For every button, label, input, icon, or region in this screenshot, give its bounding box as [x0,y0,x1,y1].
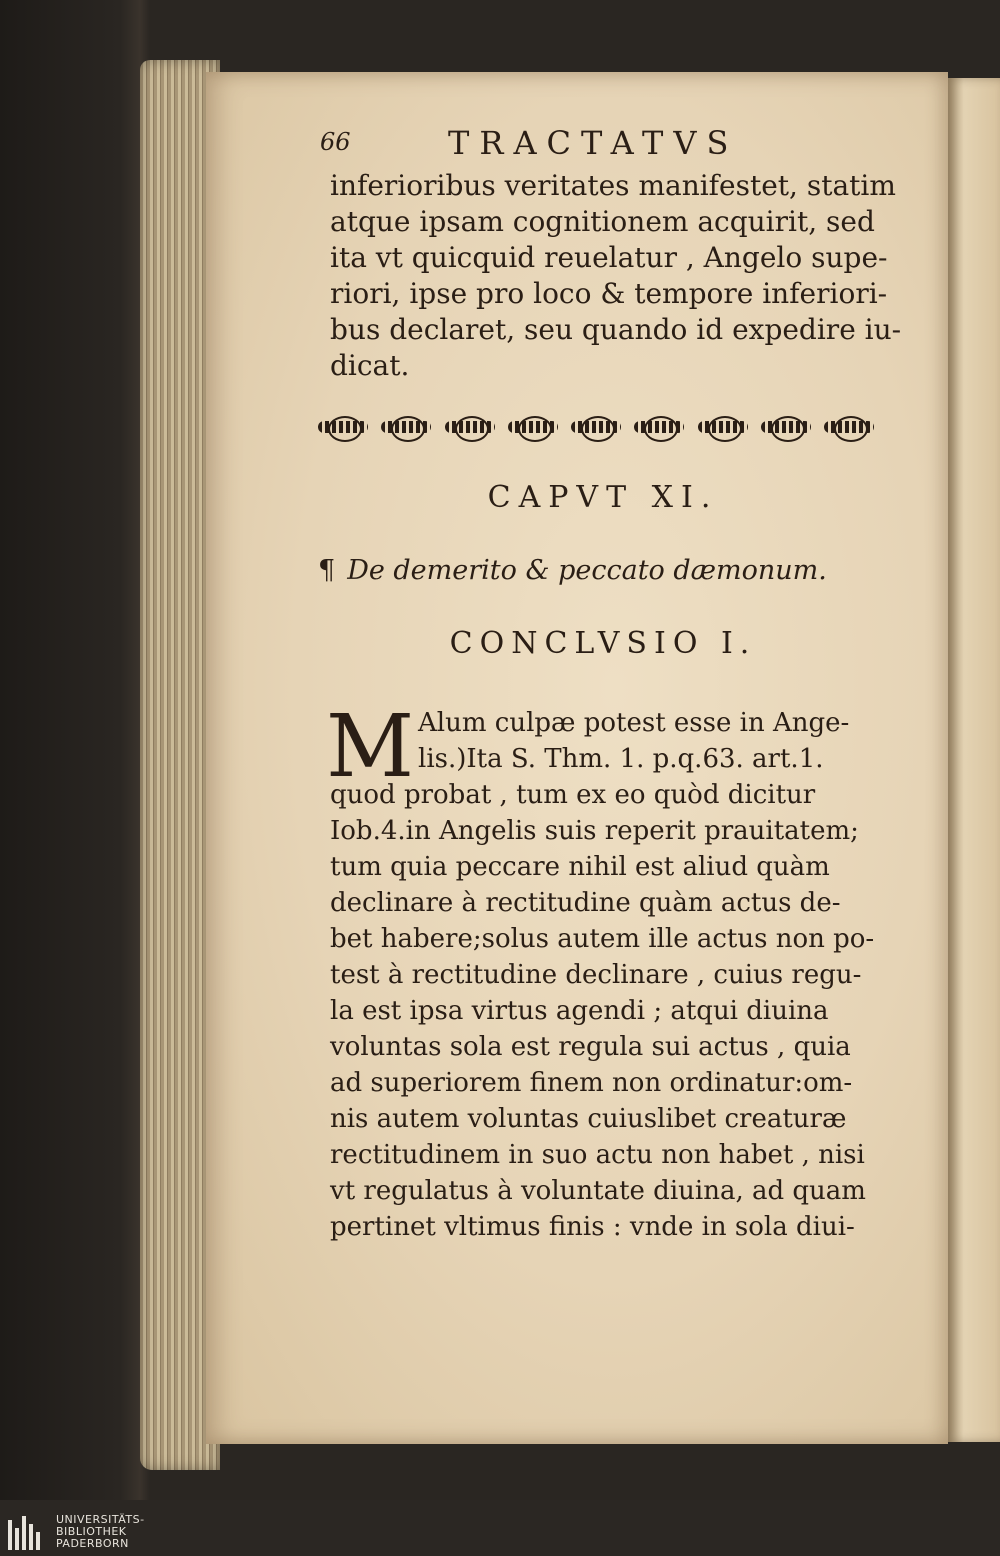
text-line: vt regulatus à voluntate diuina, ad quam [330,1176,866,1206]
text-line: declinare à rectitudine quàm actus de- [330,888,841,918]
text-line: inferioribus veritates manifestet, statim [330,169,896,202]
ornament-icon [445,416,495,438]
library-logo-text [56,1514,145,1550]
text-line: pertinet vltimus finis : vnde in sola diui- [330,1212,855,1242]
library-logo [6,1512,145,1552]
text-line: bus declaret, seu quando id expedire iu- [330,313,902,346]
text-line: atque ipsam cognitionem acquirit, sed [330,205,875,238]
text-line: Alum culpæ potest esse in Ange- [418,708,850,738]
running-head [320,124,880,168]
text-line: nis autem voluntas cuiuslibet creaturæ [330,1104,847,1134]
drop-cap: M [326,697,415,797]
ornament-icon [634,416,684,438]
pilcrow-mark: ¶ [318,555,336,586]
text-line: la est ipsa virtus agendi ; atqui diuina [330,996,829,1026]
text-line: tum quia peccare nihil est aliud quàm [330,852,830,882]
ornament-icon [824,416,874,438]
chapter-subtitle [318,555,878,586]
text-line: lis.)Ita S. Thm. 1. p.q.63. art.1. [418,744,824,774]
text-line: test à rectitudine declinare , cuius regu- [330,960,862,990]
ornament-icon [571,416,621,438]
ornamental-divider [318,410,874,444]
text-line: ita vt quicquid reuelatur , Angelo supe- [330,241,888,274]
ornament-icon [761,416,811,438]
text-line: bet habere;solus autem ille actus non po- [330,924,875,954]
subtitle-text: De demerito & peccato dæmonum. [347,555,827,586]
facing-page-edge [948,78,1000,1442]
text-line: ad superiorem finem non ordinatur:om- [330,1068,853,1098]
ornament-icon [318,416,368,438]
library-logo-icon [6,1512,46,1552]
ornament-icon [381,416,431,438]
logo-line: BIBLIOTHEK [56,1525,127,1538]
ornament-icon [698,416,748,438]
logo-line: PADERBORN [56,1537,129,1550]
text-line: riori, ipse pro loco & tempore inferiori- [330,277,888,310]
chapter-heading: CAPVT XI. [487,480,719,515]
text-line: Iob.4.in Angelis suis reperit prauitatem; [330,816,859,846]
logo-line: UNIVERSITÄTS- [56,1513,145,1526]
ornament-icon [508,416,558,438]
conclusio-heading: CONCLVSIO I. [449,626,757,661]
text-line: quod probat , tum ex eo quòd dicitur [330,780,816,810]
text-line: voluntas sola est regula sui actus , quia [330,1032,851,1062]
text-line: dicat. [330,349,410,382]
page-number: 66 [320,128,351,156]
running-title: TRACTATVS [448,124,739,162]
text-line: rectitudinem in suo actu non habet , nisi [330,1140,865,1170]
